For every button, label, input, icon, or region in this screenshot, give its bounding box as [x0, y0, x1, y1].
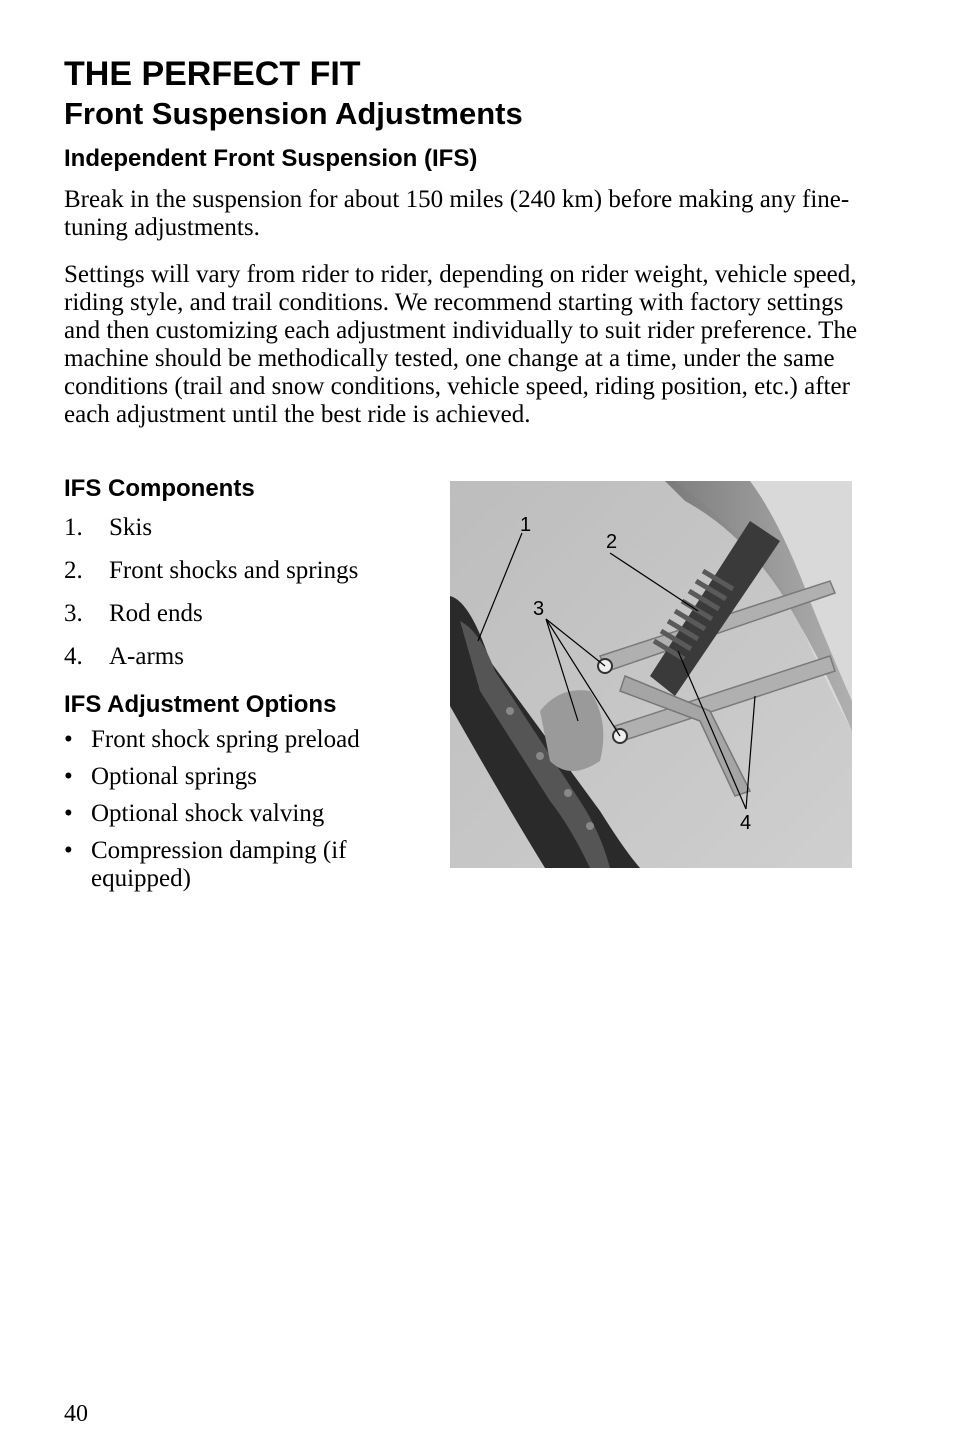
list-item-label: A-arms — [109, 643, 184, 670]
callout-1: 1 — [520, 514, 532, 536]
components-heading: IFS Components — [64, 475, 255, 502]
section-title: Front Suspension Adjustments — [64, 96, 523, 131]
callout-3: 3 — [533, 598, 545, 620]
bullet-icon: • — [64, 800, 73, 827]
list-item-label: Optional shock valving — [91, 800, 325, 827]
list-item-label: Optional springs — [91, 763, 257, 790]
bullet-icon: • — [64, 837, 73, 864]
subsection-title: Independent Front Suspension (IFS) — [64, 145, 478, 172]
list-item-label: Compression damping (if equipped) — [91, 837, 347, 892]
list-item — [64, 800, 404, 828]
list-item-label: Skis — [109, 514, 153, 541]
list-item — [64, 837, 404, 893]
callout-2: 2 — [606, 531, 618, 553]
options-heading: IFS Adjustment Options — [64, 691, 337, 718]
bullet-icon: • — [64, 726, 73, 753]
bullet-icon: • — [64, 763, 73, 790]
list-item-number: 4. — [64, 643, 83, 670]
list-item-label: Front shock spring preload — [91, 726, 360, 753]
list-item-number: 2. — [64, 557, 83, 584]
suspension-photo — [450, 481, 852, 868]
list-item-number: 3. — [64, 600, 83, 627]
list-item — [64, 763, 404, 791]
list-item — [64, 726, 404, 754]
list-item-number: 1. — [64, 514, 83, 541]
list-item-label: Rod ends — [109, 600, 203, 627]
chapter-title: THE PERFECT FIT — [64, 55, 361, 93]
page-number: 40 — [64, 1401, 88, 1427]
break-in-paragraph: Break in the suspension for about 150 miles (240 km) before making any fine-tuning adjustments. — [64, 186, 850, 241]
options-list — [64, 726, 404, 902]
callout-4: 4 — [740, 812, 752, 834]
list-item-label: Front shocks and springs — [109, 557, 359, 584]
settings-paragraph: Settings will vary from rider to rider, depending on rider weight, vehicle speed, riding style, and trail conditions. We recommend starting with factory settings and then customizing each adjustment individually to suit rider preference. The machine should be methodically tested, one change at a time, under the same conditions (trail and snow conditions, vehicle speed, riding position, etc.) after each adjustment until the best ride is achieved. — [64, 261, 858, 428]
